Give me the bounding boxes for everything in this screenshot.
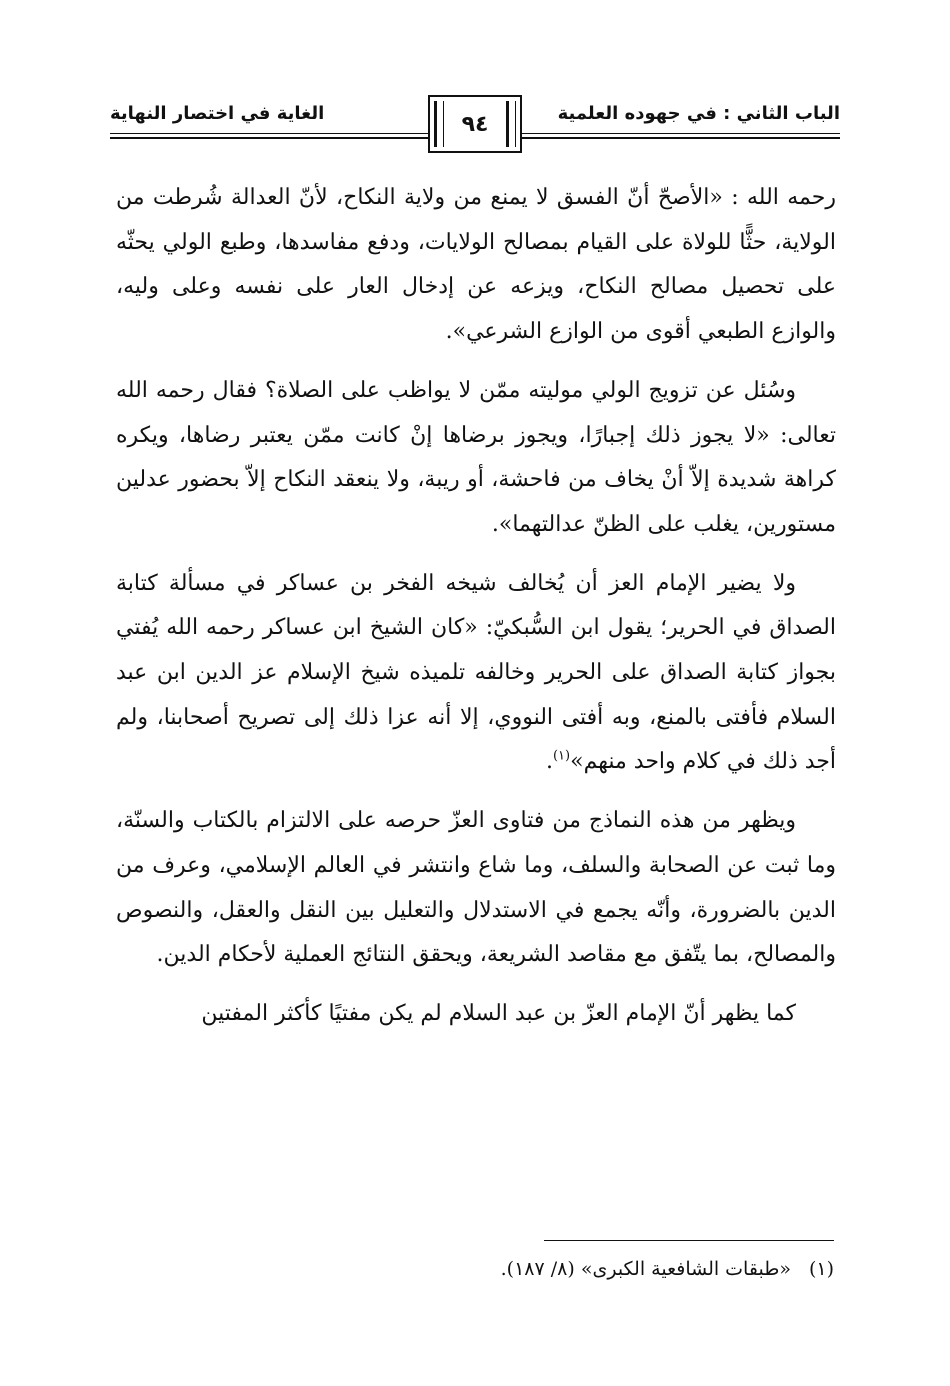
paragraph: وسُئل عن تزويج الولي موليته ممّن لا يواظب على الصلاة؟ فقال رحمه الله تعالى: «لا يجوز ذلك إجبارًا، ويجوز برضاها إنْ كانت ممّن يعتبر رضاها، ويكره كراهة شديدة إلاّ أنْ يخاف من فاحشة، أو ريبة، ولا ينعقد النكاح إلاّ بحضور عدلين مستورين، يغلب على الظنّ عدالتهما».: [116, 377, 836, 537]
footnote-text: «طبقات الشافعية الكبرى» (٨/ ١٨٧).: [500, 1258, 791, 1280]
paragraph: كما يظهر أنّ الإمام العزّ بن عبد السلام لم يكن مفتيًا كأكثر المفتين: [201, 1000, 796, 1026]
paragraph-end: .: [545, 749, 553, 775]
paragraph: رحمه الله : «الأصحّ أنّ الفسق لا يمنع من ولاية النكاح، لأنّ العدالة شُرطت من الولاية، حثًّا للولاة على القيام بمصالح الولايات، ودفع مفاسدها، وطبع الولي يحثّه على تحصيل مصالح النكاح، ويزعه عن إدخال العار على نفسه وعلى وليه، والوازع الطبعي أقوى من الوازع الشرعي».: [116, 185, 836, 345]
footnote-separator: [544, 1240, 834, 1241]
page-number-box: [428, 95, 522, 153]
paragraph: ويظهر من هذه النماذج من فتاوى العزّ حرصه على الالتزام بالكتاب والسنّة، وما ثبت عن الصحابة والسلف، وما شاع وانتشر في العالم الإسلامي، وعرف من الدين بالضرورة، وأنّه يجمع في الاستدلال والتعليل بين النقل والعقل، والنصوص والمصالح، بما يتّفق مع مقاصد الشريعة، ويحقق النتائج العملية لأحكام الدين.: [116, 808, 836, 968]
running-header: [110, 95, 840, 155]
paragraph-text: ولا يضير الإمام العز أن يُخالف شيخه الفخر بن عساكر في مسألة كتابة الصداق في الحرير؛ يقول ابن السُّبكيّ: «كان الشيخ ابن عساكر رحمه الله يُفتي بجواز كتابة الصداق على الحرير وخالفه تلميذه شيخ الإسلام عز الدين ابن عبد السلام فأفتى بالمنع، وبه أفتى النووي، إلا أنه عزا ذلك إلى تصريح أصحابنا، ولم أجد ذلك في كلام واحد منهم»: [116, 570, 836, 775]
page-number: ٩٤: [461, 111, 489, 137]
main-text: [116, 176, 836, 1051]
footnote-number: (١): [808, 1258, 834, 1280]
footnote-reference[interactable]: (١): [552, 749, 571, 765]
book-title: الغاية في اختصار النهاية: [110, 103, 325, 124]
paragraph-with-footnote: [116, 562, 836, 786]
footnote: [501, 1258, 834, 1280]
chapter-title: الباب الثاني : في جهوده العلمية: [557, 103, 840, 124]
